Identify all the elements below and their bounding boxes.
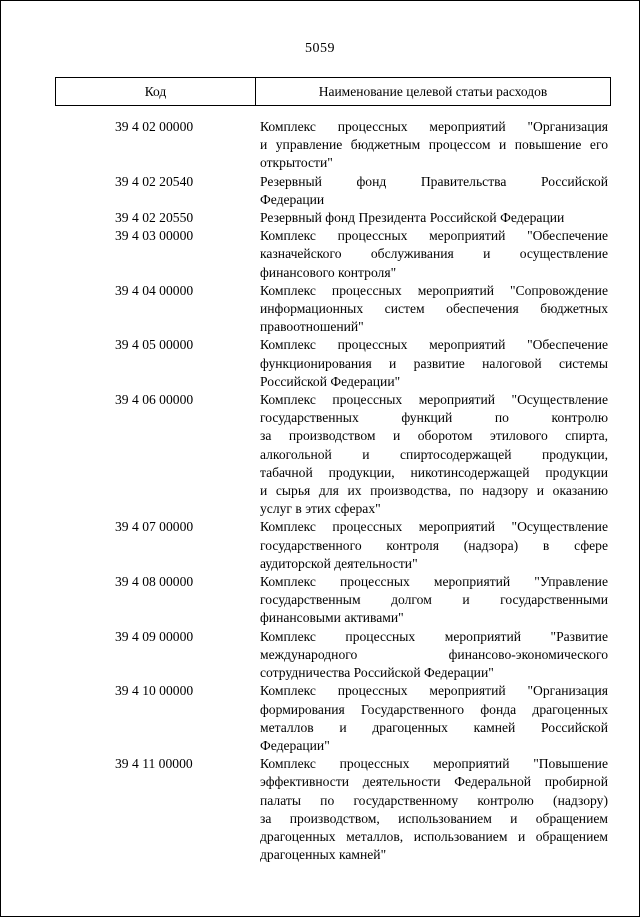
header-name: Наименование целевой статьи расходов	[318, 83, 548, 99]
name-line: металлов и драгоценных камней Российской	[260, 719, 608, 735]
table-row	[0, 336, 640, 391]
table-row	[0, 282, 640, 337]
name-line: драгоценных камней"	[260, 847, 387, 863]
name-line: правоотношений"	[260, 319, 364, 335]
name-line: финансового контроля"	[260, 264, 397, 280]
code-cell: 39 4 02 20540	[115, 173, 194, 189]
name-line: палаты по государственному контролю (надзору)	[260, 792, 608, 808]
name-line: Комплекс процессных мероприятий "Организация	[260, 119, 608, 134]
name-line: услуг в этих сферах"	[260, 501, 381, 517]
code-cell: 39 4 08 00000	[115, 574, 194, 590]
name-cell	[260, 173, 608, 209]
name-line: Резервный фонд Президента Российской Федерации	[260, 210, 565, 226]
header-code: Код	[56, 78, 256, 105]
name-line: эффективности деятельности Федеральной пробирной	[260, 774, 608, 790]
name-line: государственных функций по контролю	[260, 410, 608, 426]
page-number: 5059	[305, 41, 335, 56]
name-line: Российской Федерации"	[260, 373, 401, 389]
name-line: Комплекс процессных мероприятий "Осуществление	[260, 519, 608, 535]
table-row	[0, 518, 640, 573]
name-line: Комплекс процессных мероприятий "Развитие	[260, 628, 608, 644]
name-line: Комплекс процессных мероприятий "Обеспечение	[260, 228, 608, 244]
name-line: и управление бюджетным процессом и повышение его	[260, 137, 608, 153]
name-cell	[260, 391, 608, 518]
name-line: функционирования и развитие налоговой системы	[260, 355, 608, 371]
code-cell: 39 4 07 00000	[115, 519, 194, 535]
code-cell: 39 4 03 00000	[115, 228, 194, 244]
table-row	[0, 755, 640, 864]
code-cell: 39 4 04 00000	[115, 282, 194, 298]
name-line: Федерации	[260, 191, 325, 207]
name-cell	[260, 282, 608, 337]
name-cell	[260, 682, 608, 755]
table-row	[0, 628, 640, 683]
name-cell	[260, 628, 608, 683]
table-row	[0, 173, 640, 209]
table-body	[0, 118, 640, 864]
name-line: за производством и оборотом этилового спирта,	[260, 428, 608, 444]
code-cell: 39 4 02 00000	[115, 119, 194, 134]
name-line: Комплекс процессных мероприятий "Управление	[260, 574, 608, 590]
name-cell	[260, 755, 608, 864]
table-row	[0, 391, 640, 518]
name-line: Комплекс процессных мероприятий "Организация	[260, 683, 608, 699]
name-line: международного финансово-экономического	[260, 646, 608, 662]
table-row	[0, 209, 640, 227]
code-cell: 39 4 02 20550	[115, 210, 194, 226]
name-line: табачной продукции, никотинсодержащей продукции	[260, 464, 608, 480]
name-line: и сырья для их производства, по надзору и оказанию	[260, 483, 608, 499]
name-line: Комплекс процессных мероприятий "Осуществление	[260, 392, 608, 408]
name-line: формирования Государственного фонда драгоценных	[260, 701, 608, 717]
name-cell	[260, 573, 608, 628]
name-line: финансовыми активами"	[260, 610, 404, 626]
table-row	[0, 682, 640, 755]
name-line: государственного контроля (надзора) в сфере	[260, 537, 608, 553]
name-line: государственным долгом и государственными	[260, 592, 608, 608]
name-cell	[260, 518, 608, 573]
name-cell	[260, 209, 608, 227]
code-cell: 39 4 05 00000	[115, 337, 194, 353]
code-cell: 39 4 06 00000	[115, 392, 194, 408]
name-line: Комплекс процессных мероприятий "Обеспечение	[260, 337, 608, 353]
name-line: Комплекс процессных мероприятий "Повышение	[260, 756, 608, 772]
name-line: казначейского обслуживания и осуществление	[260, 246, 608, 262]
name-line: информационных систем обеспечения бюджетных	[260, 301, 608, 317]
name-line: драгоценных металлов, использованием и обращением	[260, 828, 608, 844]
table-header	[55, 77, 611, 106]
name-line: сотрудничества Российской Федерации"	[260, 665, 494, 681]
table-row	[0, 573, 640, 628]
name-line: Резервный фонд Правительства Российской	[260, 173, 608, 189]
name-cell	[260, 227, 608, 282]
name-line: за производством, использованием и обращением	[260, 810, 608, 826]
name-line: аудиторской деятельности"	[260, 555, 418, 571]
code-cell: 39 4 10 00000	[115, 683, 194, 699]
name-cell	[260, 336, 608, 391]
code-cell: 39 4 11 00000	[115, 756, 193, 772]
name-line: открытости"	[260, 155, 333, 171]
name-line: алкогольной и спиртосодержащей продукции,	[260, 446, 608, 462]
name-line: Комплекс процессных мероприятий "Сопровождение	[260, 282, 608, 298]
code-cell: 39 4 09 00000	[115, 628, 194, 644]
table-row	[0, 118, 640, 173]
name-line: Федерации"	[260, 737, 330, 753]
name-cell	[260, 118, 608, 173]
table-row	[0, 227, 640, 282]
